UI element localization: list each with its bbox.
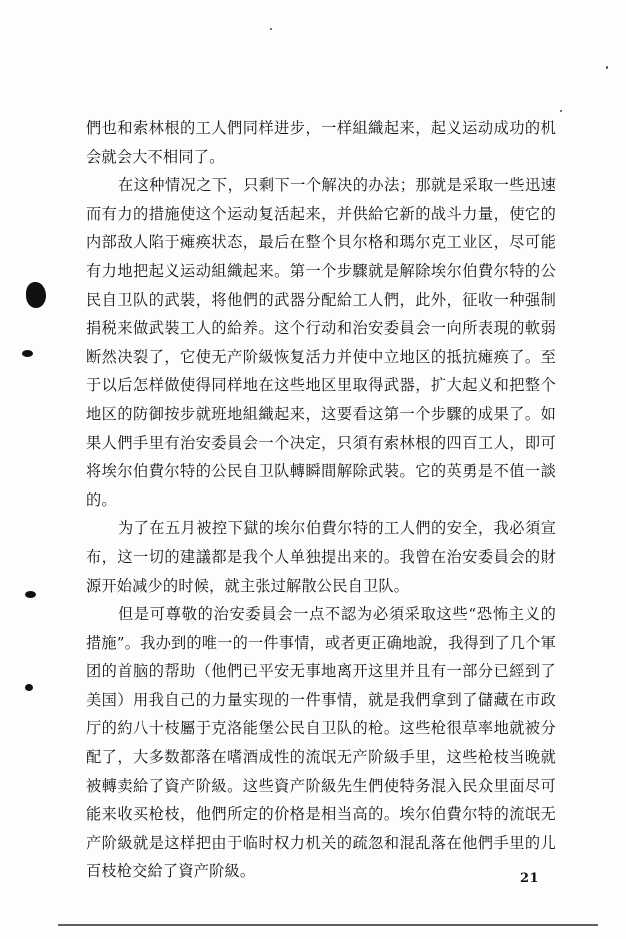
ink-blot	[25, 591, 36, 598]
paragraph-continuation: 們也和索林根的工人們同样进步，一样組織起来，起义运动成功的机会就会大不相同了。	[86, 119, 556, 166]
paper-speck	[606, 66, 608, 69]
page-number: 21	[520, 871, 540, 886]
paper-speck	[270, 28, 272, 30]
ink-blot	[22, 350, 33, 357]
ink-blot	[26, 282, 46, 308]
paragraph-committee: 但是可尊敬的治安委員会一点不認为必須采取这些“恐怖主义的措施”。我办到的唯一的一件事情，或者更正确地說，我得到了几个軍团的首脑的帮助（他們已平安无事地离开这里并且有一部分已經到了美国）用我自己的力量实现的一件事情，就是我們拿到了儲藏在市政厅的約八十枝屬于克洛能堡公民自卫队的枪。这些枪很草率地就被分配了，大多数都落在嗜酒成性的流氓无产阶級手里，这些枪枝当晚就被轉卖給了資产阶級。这些資产阶級先生們使特务混入民众里面尽可能来收买枪枝，他們所定的价格是相当高的。埃尔伯費尔特的流氓无产阶級就是这样把由于临时权力机关的疏忽和混乱落在他們手里的儿百枝枪交給了資产阶級。	[86, 605, 556, 881]
bottom-rule	[58, 924, 598, 926]
ink-blot	[25, 684, 33, 691]
body-text	[86, 114, 556, 886]
paragraph-declaration: 为了在五月被控下獄的埃尔伯費尔特的工人們的安全，我必須宣布，这一切的建議都是我个人单独提出来的。我曾在治安委員会的財源开始减少的时候，就主张过解散公民自卫队。	[86, 519, 556, 595]
paragraph-solution: 在这种情况之下，只剩下一个解决的办法；那就是采取一些迅速而有力的措施使这个运动复活起来，并供給它新的战斗力量，使它的内部敌人陷于瘫痪状态，最后在整个貝尔格和瑪尔克工业区，尽可能有力地把起义运动組織起来。第一个步驟就是解除埃尔伯費尔特的公民自卫队的武裝，将他們的武器分配給工人們，此外，征收一种强制捐税来做武裝工人的給养。这个行动和治安委員会一向所表現的軟弱断然决裂了，它使无产阶級恢复活力并使中立地区的抵抗瘫痪了。至于以后怎样做使得同样地在这些地区里取得武器，扩大起义和把整个地区的防御按步就班地組織起来，这要看这第一个步驟的成果了。如果人們手里有治安委員会一个决定，只須有索林根的四百工人，即可将埃尔伯費尔特的公民自卫队轉瞬間解除武裝。它的英勇是不值一談的。	[86, 176, 556, 509]
paper-speck	[560, 110, 562, 112]
